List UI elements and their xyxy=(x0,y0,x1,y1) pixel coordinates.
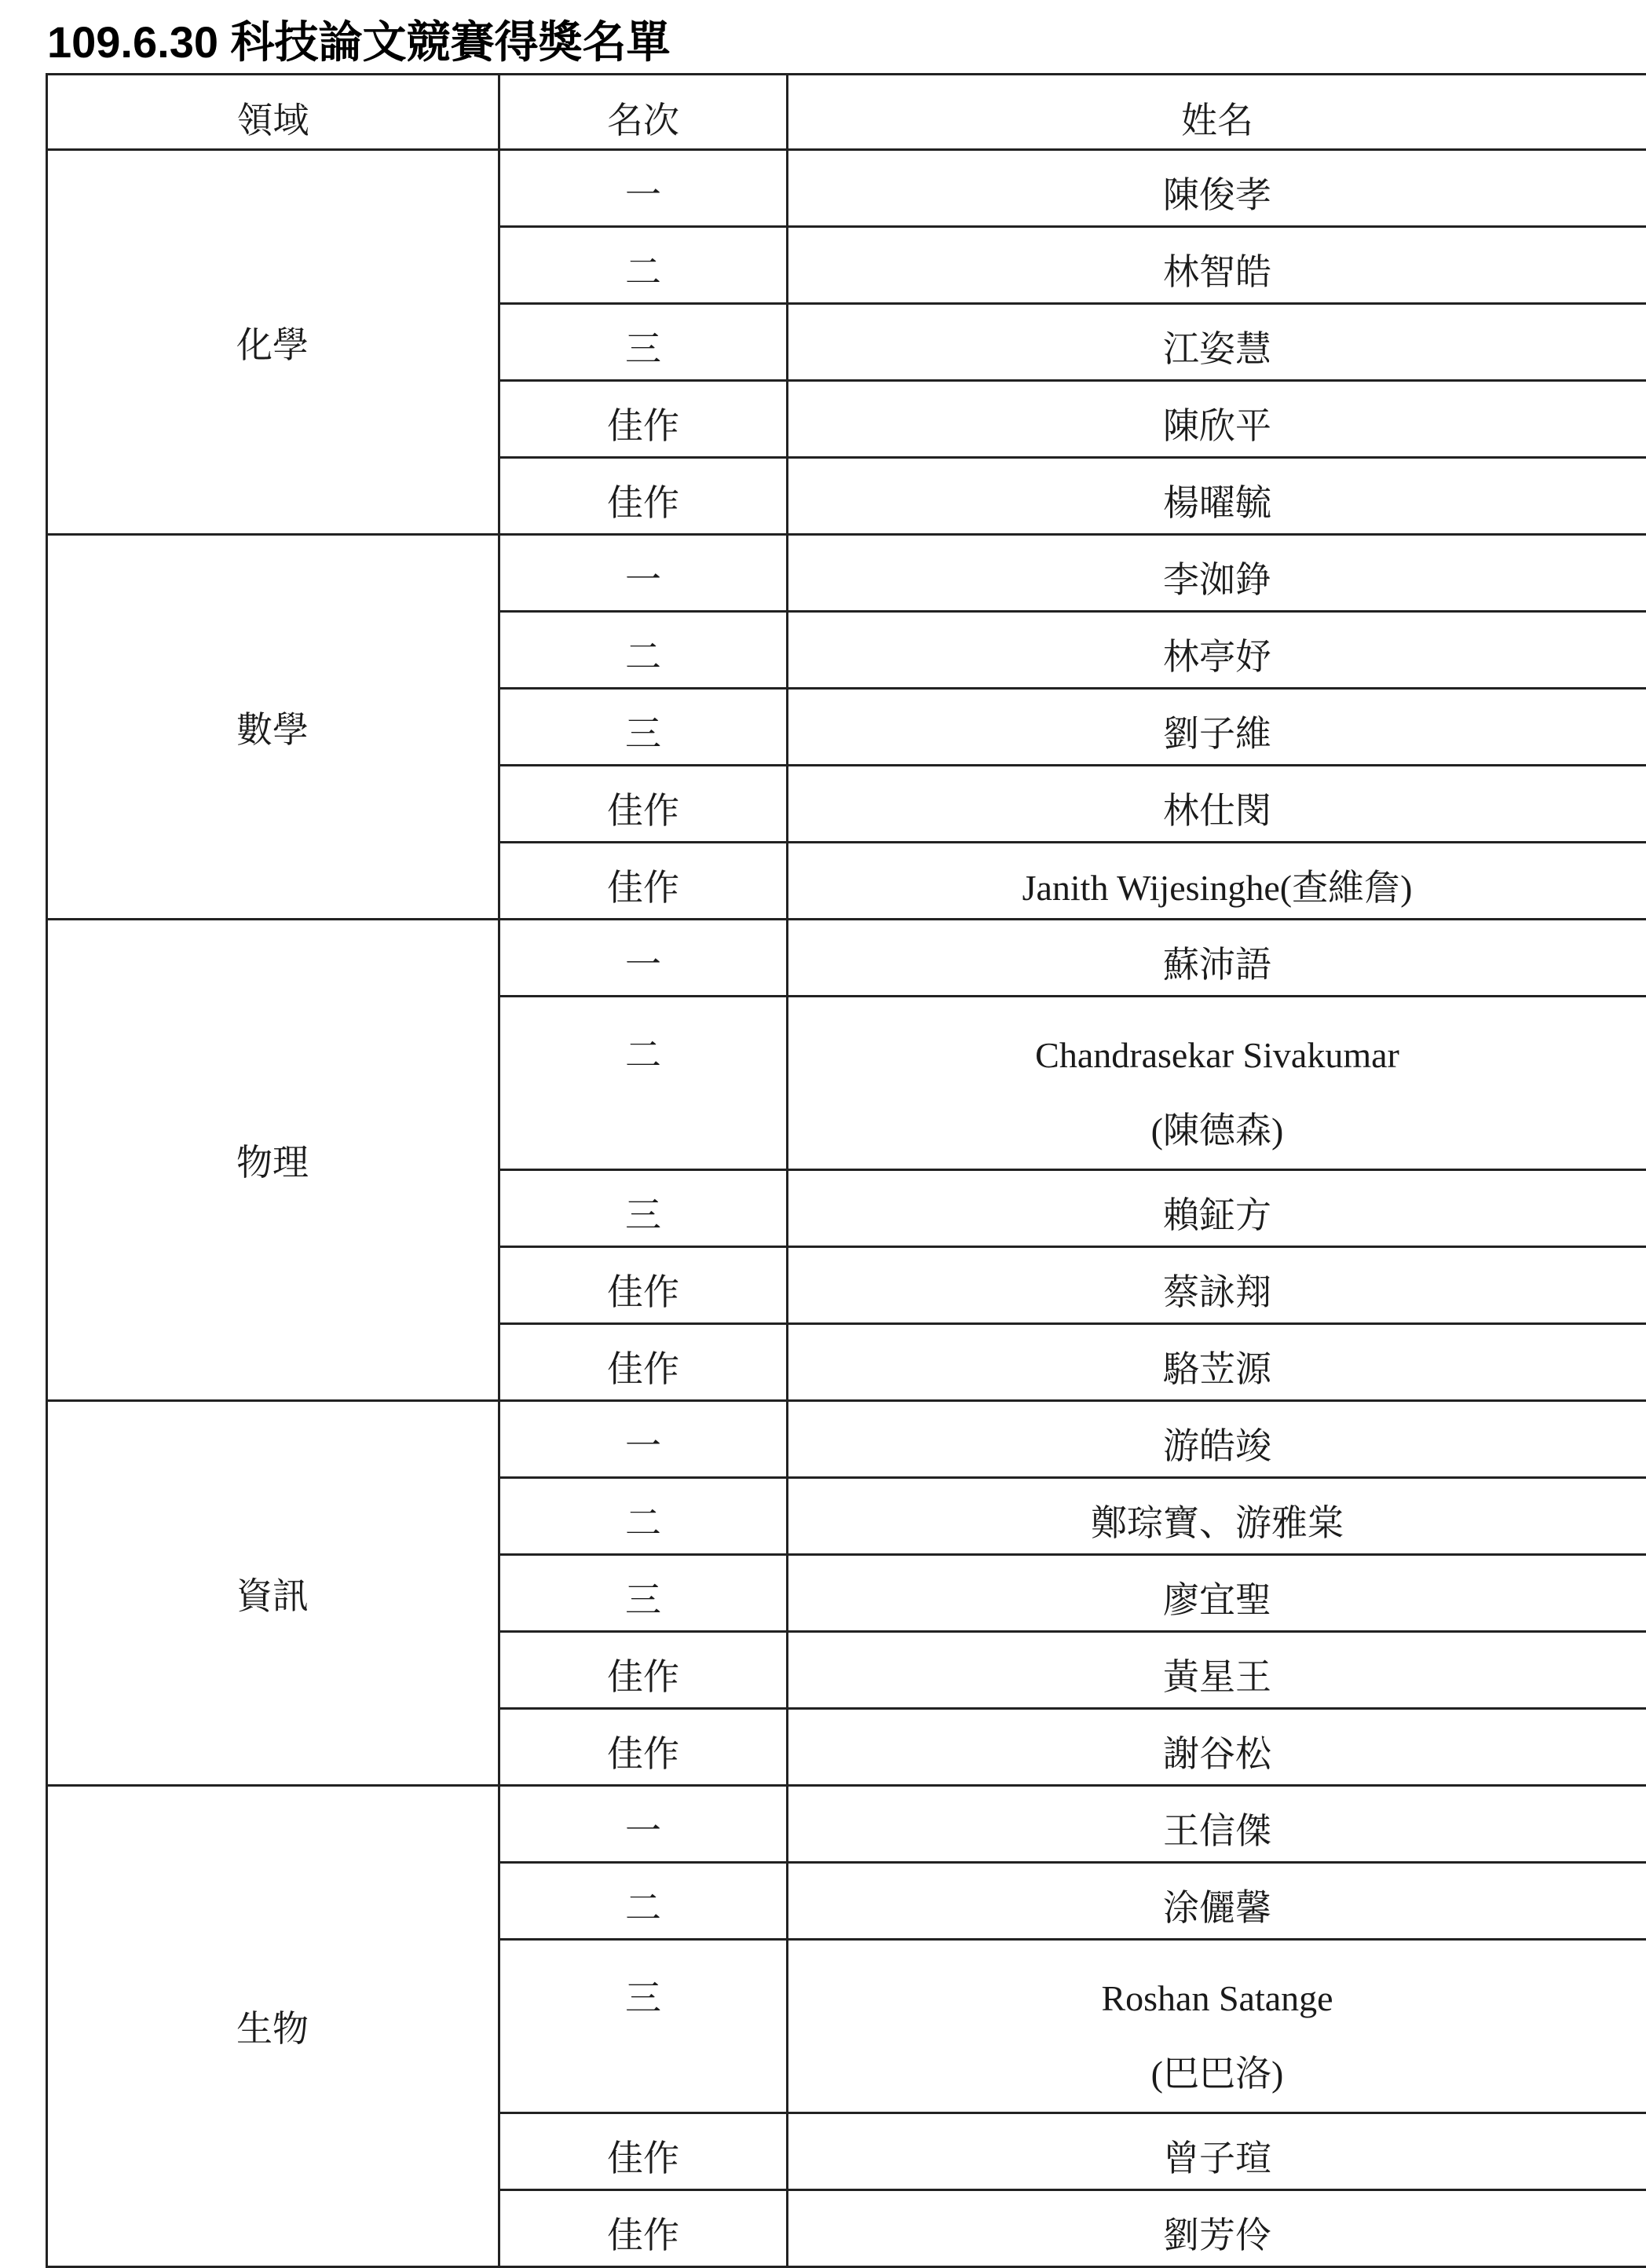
page-title: 109.6.30 科技論文競賽得獎名單 xyxy=(47,11,671,74)
name-cell xyxy=(788,1170,1646,1247)
name-line: 黃星王 xyxy=(788,1648,1646,1700)
name-line: 涂儷馨 xyxy=(788,1879,1646,1931)
awards-body xyxy=(47,150,1646,2267)
name-cell xyxy=(788,1555,1646,1632)
name-cell xyxy=(788,843,1646,920)
name-cell xyxy=(788,1401,1646,1478)
rank-cell: 二 xyxy=(499,1478,788,1555)
rank-cell: 三 xyxy=(499,1940,788,2113)
name-line: 游皓竣 xyxy=(788,1418,1646,1469)
name-cell xyxy=(788,689,1646,766)
rank-cell: 三 xyxy=(499,304,788,381)
field-cell: 生物 xyxy=(47,1786,499,2267)
name-cell xyxy=(788,1478,1646,1555)
field-cell: 化學 xyxy=(47,150,499,535)
table-row xyxy=(47,535,1646,612)
name-cell xyxy=(788,1632,1646,1709)
rank-cell: 佳作 xyxy=(499,1324,788,1401)
header-name: 姓名 xyxy=(788,75,1646,150)
name-cell xyxy=(788,920,1646,997)
name-line: Janith Wijesinghe(查維詹) xyxy=(788,859,1646,911)
name-line: 蔡詠翔 xyxy=(788,1264,1646,1315)
name-cell xyxy=(788,535,1646,612)
name-cell xyxy=(788,381,1646,458)
table-row xyxy=(47,920,1646,997)
rank-cell: 二 xyxy=(499,997,788,1170)
name-cell xyxy=(788,1863,1646,1940)
name-line: (陳德森) xyxy=(788,1093,1646,1169)
name-line: Roshan Satange xyxy=(788,1961,1646,2036)
rank-cell: 三 xyxy=(499,1555,788,1632)
name-line: 陳欣平 xyxy=(788,397,1646,449)
rank-cell: 佳作 xyxy=(499,381,788,458)
name-line: 謝谷松 xyxy=(788,1725,1646,1777)
name-cell xyxy=(788,458,1646,535)
rank-cell: 三 xyxy=(499,689,788,766)
field-cell: 數學 xyxy=(47,535,499,920)
field-cell: 資訊 xyxy=(47,1401,499,1786)
name-cell xyxy=(788,227,1646,304)
header-rank: 名次 xyxy=(499,75,788,150)
table-row xyxy=(47,1401,1646,1478)
rank-cell: 三 xyxy=(499,1170,788,1247)
rank-cell: 一 xyxy=(499,150,788,227)
awards-table xyxy=(46,73,1646,2268)
header-field: 領域 xyxy=(47,75,499,150)
name-line: 曾子瑄 xyxy=(788,2130,1646,2182)
rank-cell: 一 xyxy=(499,920,788,997)
rank-cell: 佳作 xyxy=(499,766,788,843)
name-line: 王信傑 xyxy=(788,1802,1646,1854)
rank-cell: 二 xyxy=(499,1863,788,1940)
rank-cell: 佳作 xyxy=(499,1632,788,1709)
name-line: 賴鉦方 xyxy=(788,1187,1646,1238)
name-cell xyxy=(788,304,1646,381)
name-cell xyxy=(788,1786,1646,1863)
name-cell xyxy=(788,150,1646,227)
name-cell xyxy=(788,612,1646,689)
name-line: 林智皓 xyxy=(788,243,1646,295)
name-cell xyxy=(788,997,1646,1170)
rank-cell: 佳作 xyxy=(499,843,788,920)
name-cell xyxy=(788,2190,1646,2267)
name-line: 林亭妤 xyxy=(788,628,1646,680)
name-line: 江姿慧 xyxy=(788,320,1646,372)
name-line: 劉子維 xyxy=(788,705,1646,757)
name-line: Chandrasekar Sivakumar xyxy=(788,1018,1646,1093)
name-line: 楊曜毓 xyxy=(788,474,1646,526)
rank-cell: 二 xyxy=(499,612,788,689)
name-cell xyxy=(788,1247,1646,1324)
name-line: 蘇沛語 xyxy=(788,936,1646,988)
table-row xyxy=(47,150,1646,227)
name-line: 鄭琮寶、游雅棠 xyxy=(788,1494,1646,1546)
name-line: 劉芳伶 xyxy=(788,2207,1646,2259)
rank-cell: 一 xyxy=(499,1786,788,1863)
name-line: 駱苙源 xyxy=(788,1341,1646,1392)
name-cell xyxy=(788,1940,1646,2113)
name-cell xyxy=(788,766,1646,843)
rank-cell: 一 xyxy=(499,535,788,612)
name-line: 廖宜聖 xyxy=(788,1571,1646,1623)
rank-cell: 佳作 xyxy=(499,2113,788,2190)
field-cell: 物理 xyxy=(47,920,499,1401)
header-row xyxy=(47,75,1646,150)
name-cell xyxy=(788,1709,1646,1786)
name-cell xyxy=(788,1324,1646,1401)
name-line: (巴巴洛) xyxy=(788,2036,1646,2112)
rank-cell: 佳作 xyxy=(499,1247,788,1324)
rank-cell: 佳作 xyxy=(499,2190,788,2267)
name-cell xyxy=(788,2113,1646,2190)
rank-cell: 一 xyxy=(499,1401,788,1478)
rank-cell: 二 xyxy=(499,227,788,304)
name-line: 陳俊孝 xyxy=(788,166,1646,218)
table-row xyxy=(47,1786,1646,1863)
name-line: 林仕閔 xyxy=(788,782,1646,834)
name-line: 李洳錚 xyxy=(788,551,1646,603)
rank-cell: 佳作 xyxy=(499,458,788,535)
rank-cell: 佳作 xyxy=(499,1709,788,1786)
